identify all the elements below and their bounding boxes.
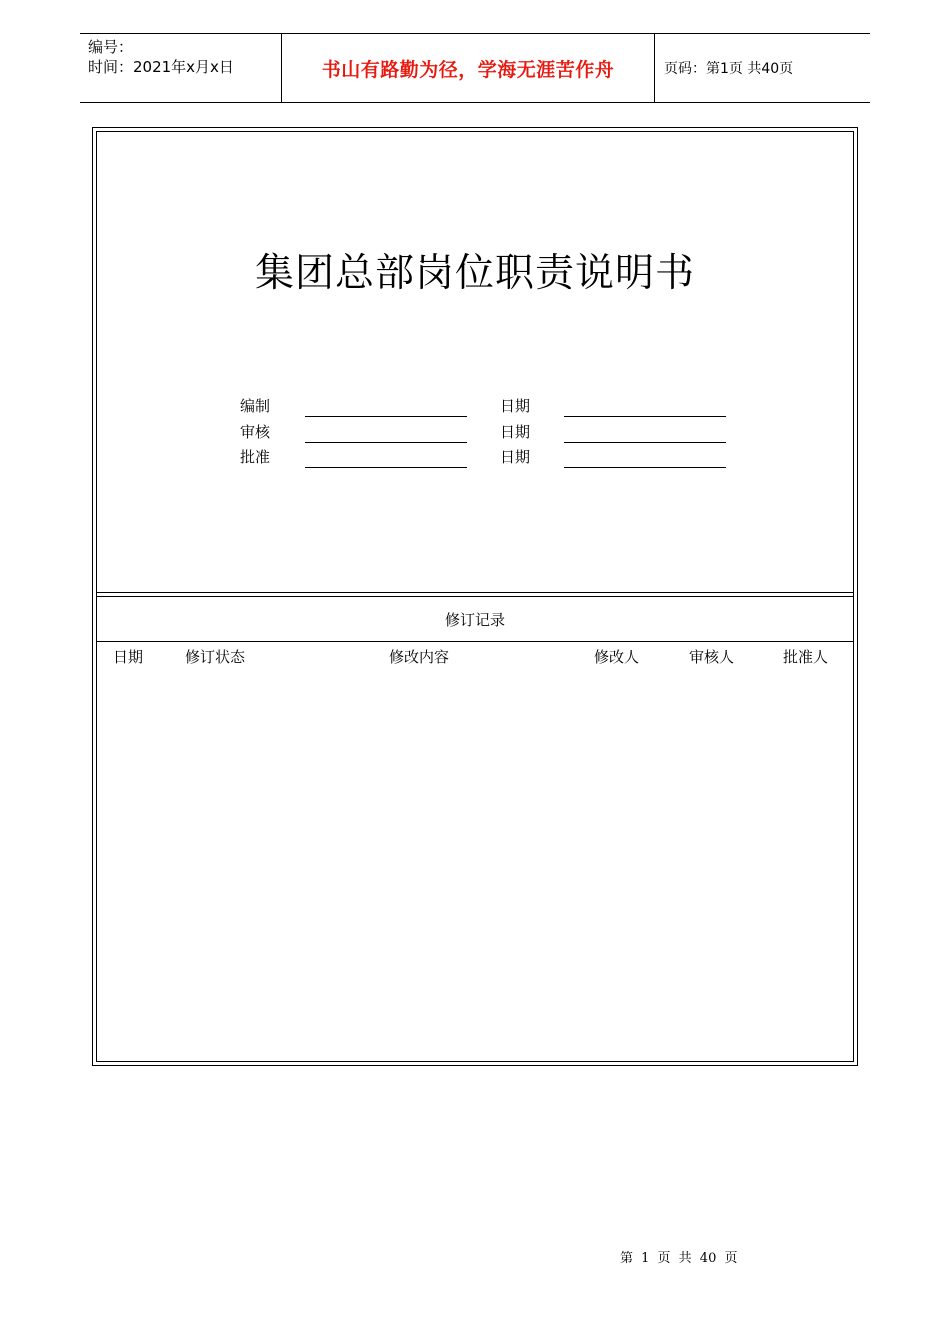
signoff-date-line-compile[interactable] [564,416,726,417]
header-meta [88,37,234,77]
signoff-line-compile[interactable] [305,416,467,417]
revision-column-approver: 批准人 [783,648,829,666]
signoff-line-review[interactable] [305,442,467,443]
header-divider [654,34,655,102]
signoff-date-label-approve: 日期 [500,448,531,466]
revision-column-reviewer: 审核人 [689,648,735,666]
document-date: 时间：2021年x月x日 [88,58,234,76]
signoff-date-label-review: 日期 [500,423,531,441]
signoff-date-line-review[interactable] [564,442,726,443]
document-title: 集团总部岗位职责说明书 [254,251,695,296]
signoff-date-label-compile: 日期 [500,397,531,415]
signoff-date-line-approve[interactable] [564,467,726,468]
revision-column-status: 修订状态 [185,648,246,666]
section-divider [96,592,854,593]
signoff-label-compile: 编制 [240,397,271,415]
revision-column-content: 修改内容 [389,648,450,666]
page-header [80,33,870,103]
signoff-label-approve: 批准 [240,448,271,466]
header-page-info: 页码：第1页 共40页 [664,61,794,77]
signoff-label-review: 审核 [240,423,271,441]
revision-column-date: 日期 [113,648,144,666]
revision-record-title: 修订记录 [444,611,505,629]
document-number-label: 编号： [88,38,134,56]
header-motto: 书山有路勤为径，学海无涯苦作舟 [321,58,615,81]
section-divider [96,596,854,597]
revision-header-divider [96,641,854,642]
page-footer: 第 1 页 共 40 页 [620,1251,738,1266]
revision-column-modifier: 修改人 [594,648,640,666]
signoff-line-approve[interactable] [305,467,467,468]
